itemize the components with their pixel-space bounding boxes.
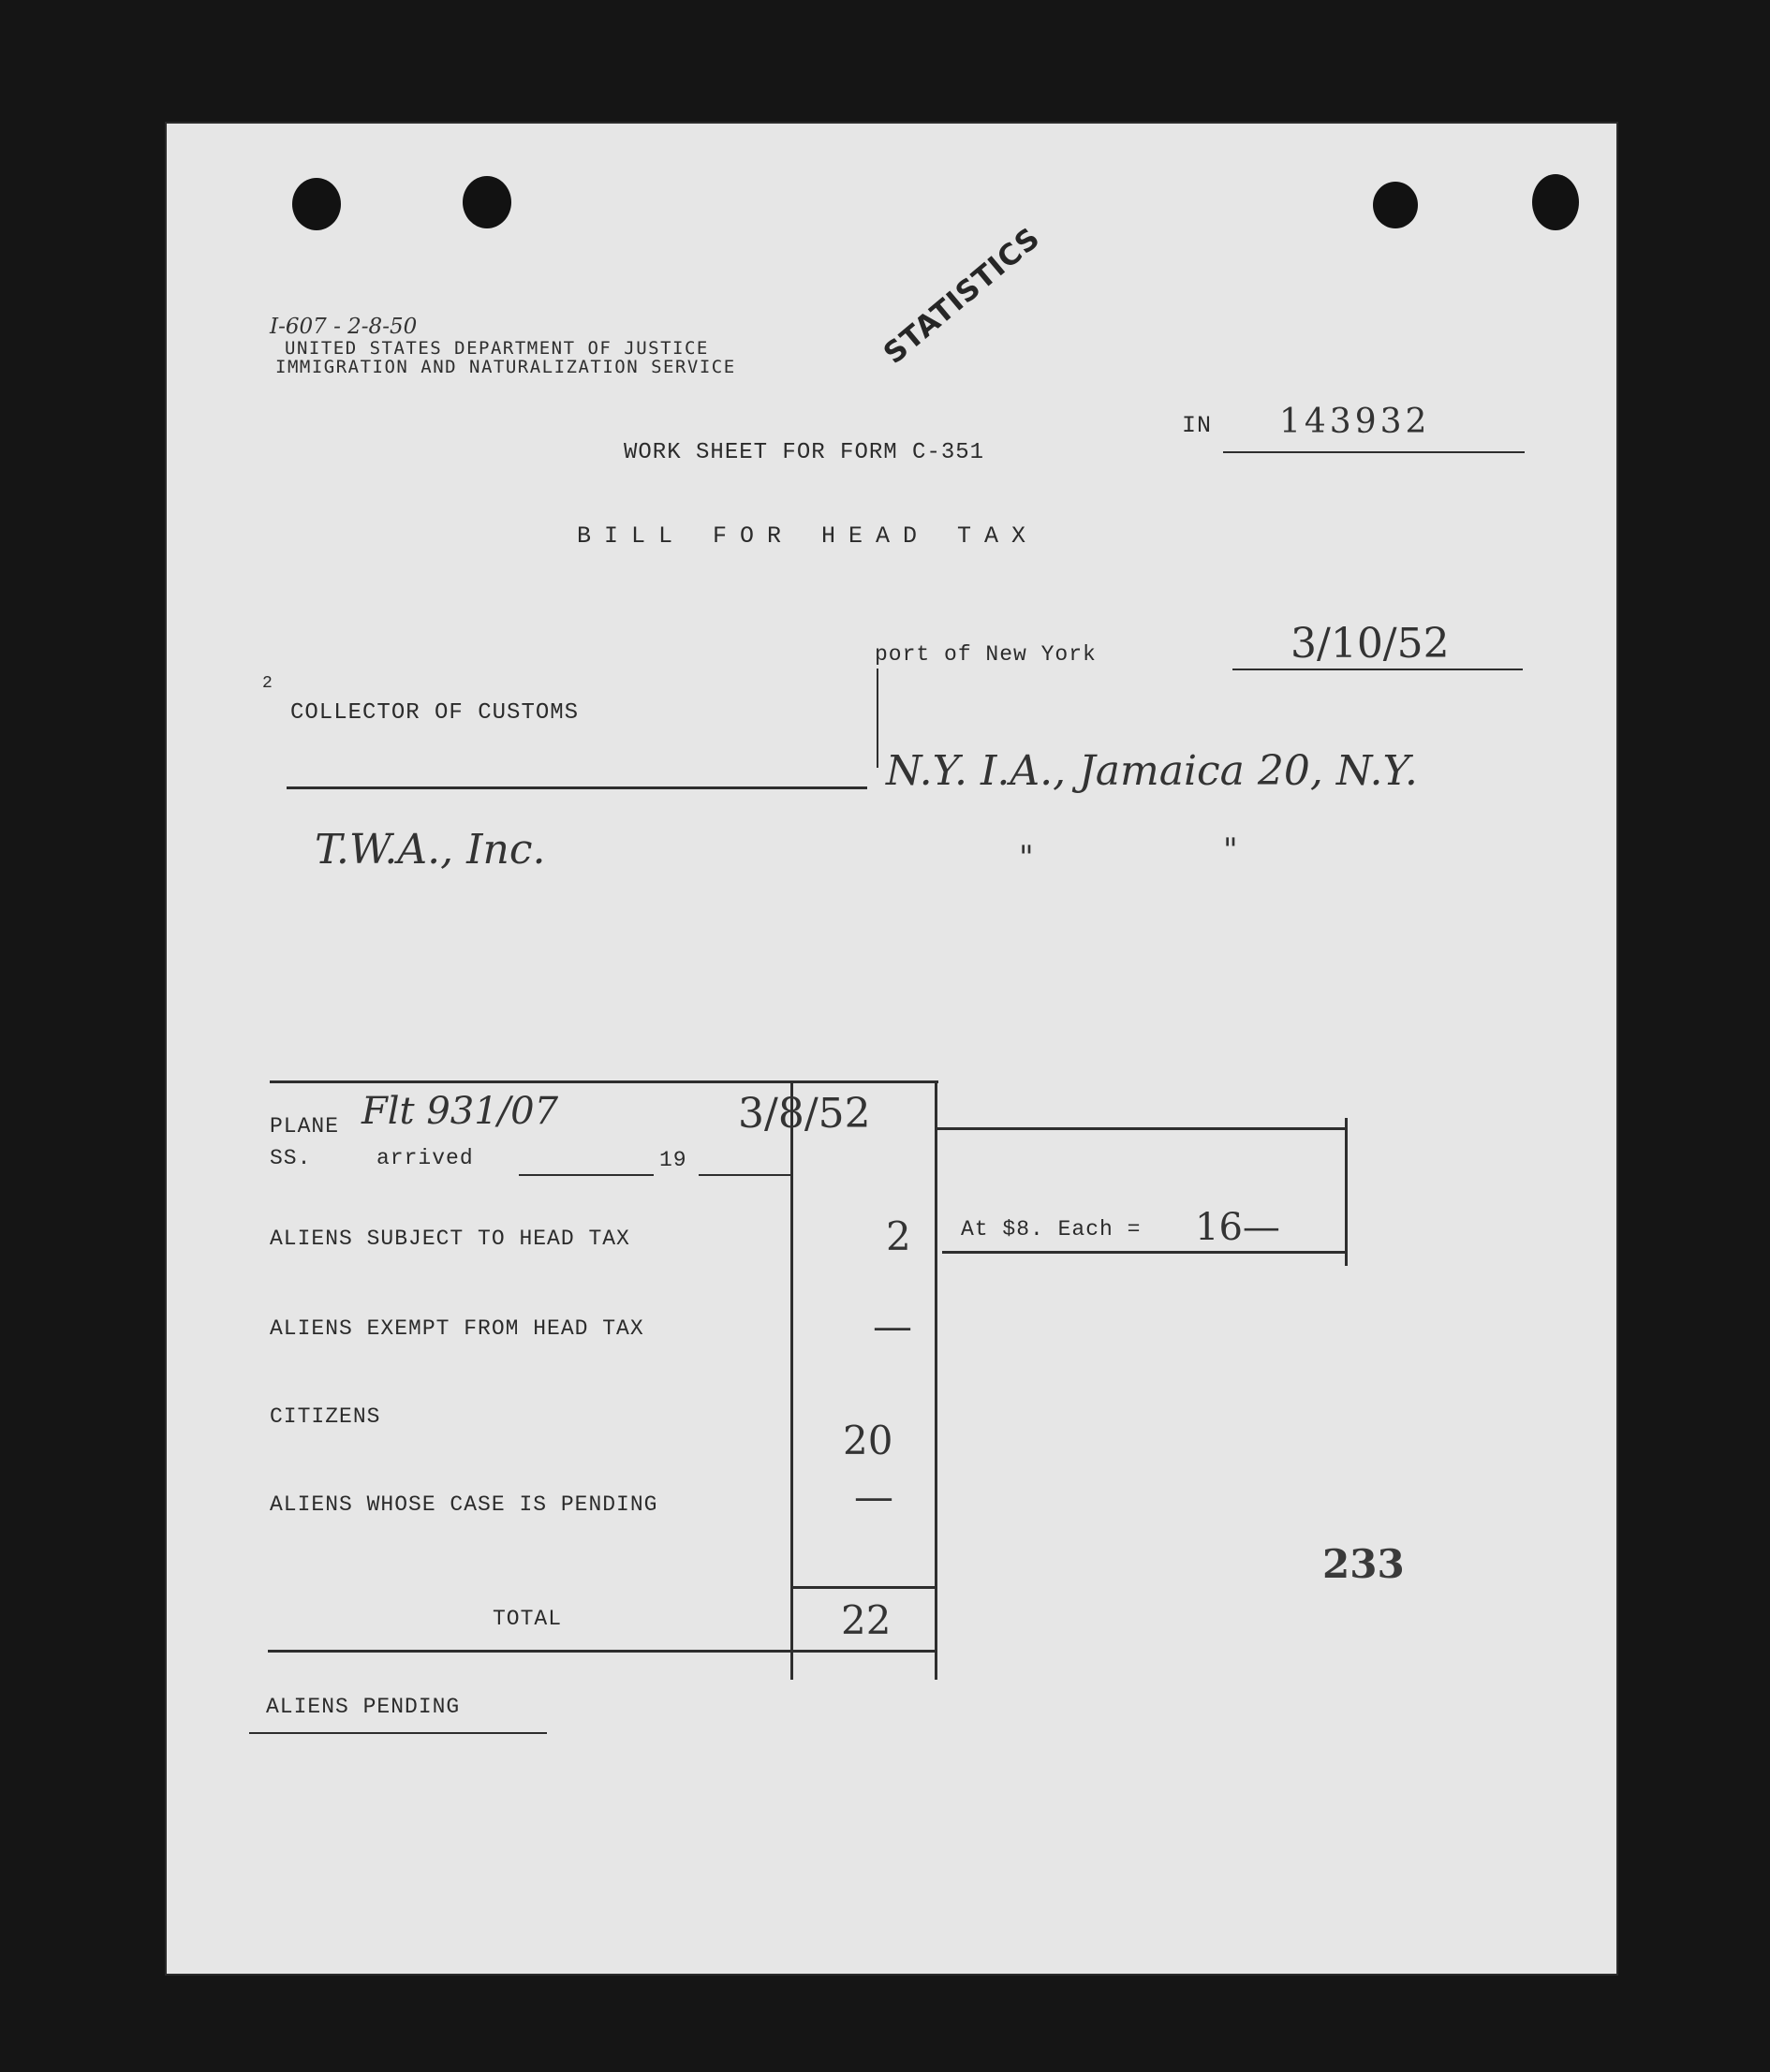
row-label-pending: ALIENS WHOSE CASE IS PENDING bbox=[270, 1492, 658, 1517]
form-reference: I-607 - 2-8-50 bbox=[270, 315, 418, 339]
ditto-mark: " bbox=[1223, 831, 1238, 869]
rate-box-bottom bbox=[942, 1251, 1347, 1254]
plane-label: PLANE bbox=[270, 1114, 340, 1139]
margin-mark: 2 bbox=[262, 674, 273, 693]
statistics-stamp: STATISTICS bbox=[877, 221, 1047, 371]
row-value-citizens: 20 bbox=[843, 1418, 893, 1463]
punch-hole bbox=[292, 178, 341, 230]
tally-value-col-left bbox=[790, 1080, 793, 1680]
port-bracket bbox=[877, 669, 878, 768]
aliens-pending-label: ALIENS PENDING bbox=[266, 1695, 461, 1719]
year-prefix: 19 bbox=[659, 1148, 687, 1172]
punch-hole bbox=[1532, 174, 1579, 230]
flight-number: Flt 931/07 bbox=[361, 1090, 559, 1133]
collector-of-customs: COLLECTOR OF CUSTOMS bbox=[290, 700, 580, 726]
arrived-label: arrived bbox=[376, 1146, 474, 1170]
document-page bbox=[165, 122, 1618, 1976]
rate-label: At $8. Each = bbox=[961, 1217, 1142, 1242]
in-label: IN bbox=[1182, 412, 1213, 439]
in-number-line bbox=[1223, 451, 1525, 453]
punch-hole bbox=[1373, 182, 1418, 228]
page-number: 233 bbox=[1322, 1541, 1405, 1587]
aliens-pending-line bbox=[249, 1732, 547, 1734]
tally-value-col-right bbox=[935, 1080, 937, 1680]
agency-line-2: IMMIGRATION AND NATURALIZATION SERVICE bbox=[275, 357, 736, 377]
tally-bottom-line bbox=[268, 1650, 937, 1653]
row-label-exempt: ALIENS EXEMPT FROM HEAD TAX bbox=[270, 1316, 644, 1341]
in-number: 143932 bbox=[1279, 403, 1431, 441]
row-value-exempt: — bbox=[873, 1303, 912, 1349]
collector-line bbox=[287, 786, 867, 789]
total-label: TOTAL bbox=[493, 1607, 563, 1631]
location: N.Y. I.A., Jamaica 20, N.Y. bbox=[886, 747, 1418, 795]
tally-total-line bbox=[790, 1586, 937, 1589]
year-line bbox=[699, 1174, 790, 1176]
bill-date: 3/10/52 bbox=[1291, 620, 1450, 668]
tally-top-line bbox=[270, 1080, 938, 1083]
agency-line-1: UNITED STATES DEPARTMENT OF JUSTICE bbox=[285, 338, 709, 359]
rate-box-right bbox=[1345, 1118, 1348, 1266]
port-label: port of New York bbox=[875, 642, 1097, 667]
bill-title: BILL FOR HEAD TAX bbox=[577, 522, 1040, 550]
arrived-line bbox=[519, 1174, 654, 1176]
ditto-mark: " bbox=[1019, 839, 1034, 876]
rate-box-mid bbox=[1182, 1127, 1348, 1130]
row-label-subject-to-tax: ALIENS SUBJECT TO HEAD TAX bbox=[270, 1227, 630, 1251]
row-label-citizens: CITIZENS bbox=[270, 1404, 381, 1429]
total-value: 22 bbox=[841, 1597, 892, 1643]
worksheet-title: WORK SHEET FOR FORM C-351 bbox=[624, 440, 985, 465]
row-value-subject-to-tax: 2 bbox=[886, 1213, 911, 1259]
date-line bbox=[1232, 669, 1523, 670]
rate-amount: 16— bbox=[1195, 1206, 1280, 1249]
punch-hole bbox=[463, 176, 511, 228]
arrival-date: 3/8/52 bbox=[738, 1090, 871, 1138]
ss-label: SS. bbox=[270, 1146, 312, 1170]
carrier-name: T.W.A., Inc. bbox=[315, 826, 546, 874]
row-value-pending: — bbox=[854, 1474, 893, 1520]
rate-box-top bbox=[937, 1127, 1182, 1130]
